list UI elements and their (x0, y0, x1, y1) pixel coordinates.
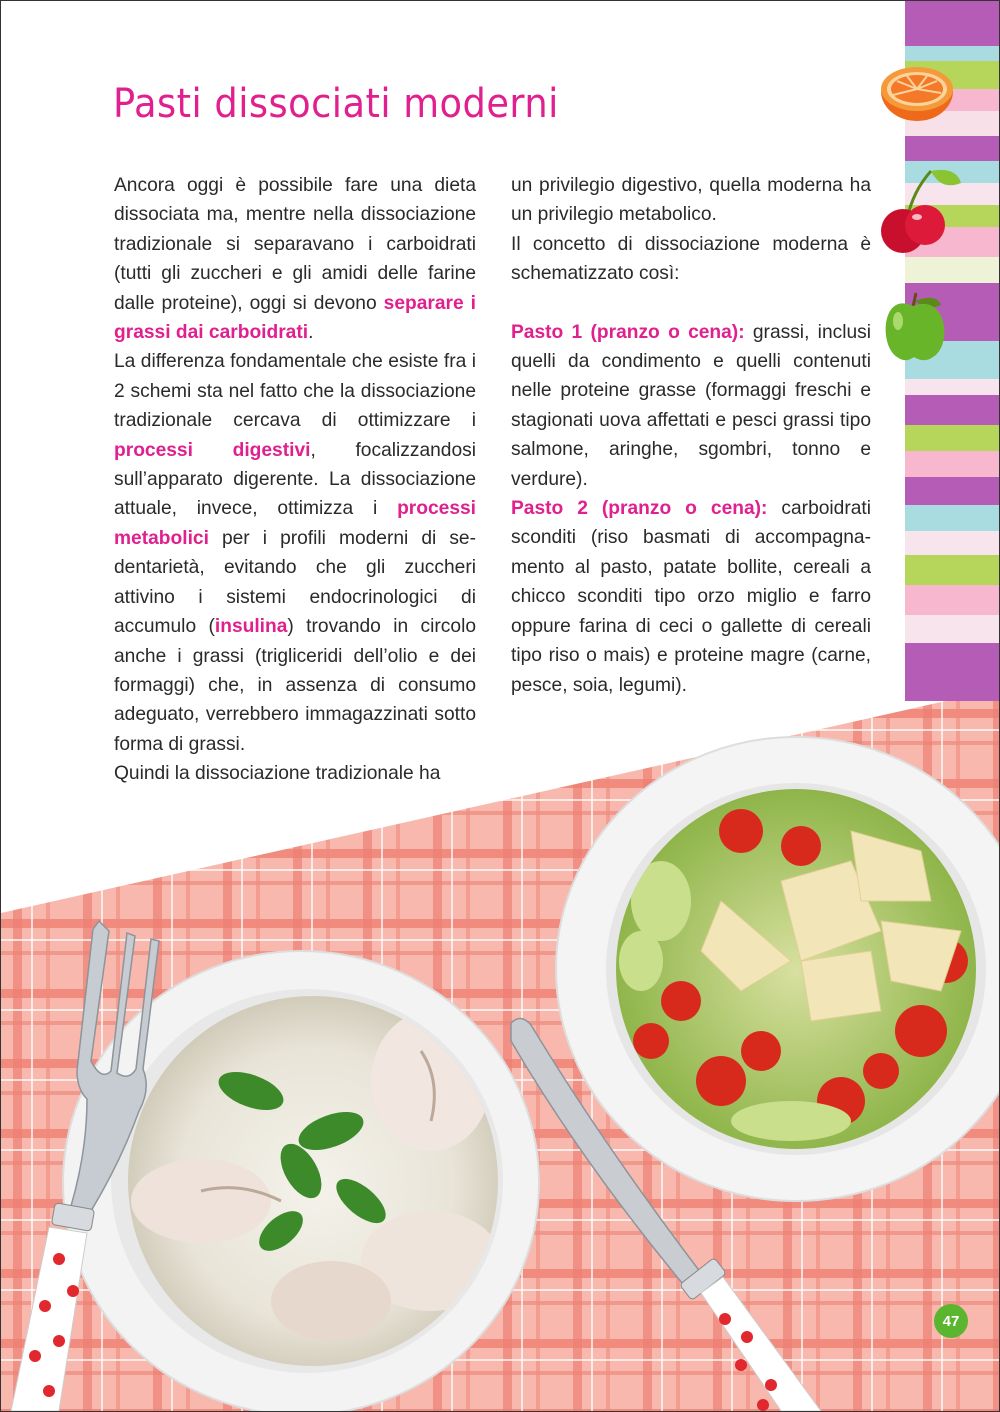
page-number-badge: 47 (934, 1304, 968, 1338)
text-span: ) trovando in circolo anche i grassi (trigliceridi dell’olio e dei formaggi) che, in assenza di consumo adeguato, verrebbero immagazzinati sotto forma di grassi. (114, 616, 477, 755)
page-title: Pasti dissociati moderni (113, 81, 559, 127)
highlight-text: processi digestivi (114, 439, 311, 461)
text-span: per i profili moderni di sedentarietà, evitando che gli zuccheri attivino i sistemi endocrinologici di accumulo ( (114, 527, 476, 638)
text-span: Ancora oggi è possibile fare una dieta dissociata ma, mentre nella dissociazione tradizionale si separavano i carboidrati (tutti gli zuccheri e gli amidi delle farine dalle proteine), oggi si devono (114, 175, 476, 314)
paragraph (114, 171, 476, 347)
left-text-column (114, 171, 476, 789)
paragraph: un privilegio digestivo, quella moderna ha un privilegio metabolico. (511, 175, 871, 226)
meal-1-label: Pasto 1 (pranzo o cena): (511, 321, 745, 343)
meal-2-label: Pasto 2 (pranzo o cena): (511, 498, 768, 520)
right-text-column (511, 171, 871, 700)
paragraph: Quindi la dissociazione tradizionale ha (114, 763, 441, 785)
paragraph (114, 347, 476, 759)
meal-2-text: carboidrati sconditi (riso basmati di accompagnamento al pasto, patate bollite, cereali a chicco sconditi tipo orzo miglio e farro oppure farina di ceci o gallette di cereali tipo riso o mais) e proteine magre (carne, pesce, soia, legumi). (511, 498, 872, 696)
meal-1-text: grassi, inclusi quelli da condimento e quelli contenuti nelle proteine grasse (formaggi freschi e stagionati uova affettati e pesci grassi tipo salmone, aringhe, sgombri, tonno e verdure). (511, 321, 871, 490)
meal-1-paragraph (511, 318, 871, 494)
highlight-text: separare i grassi dai carboidrati (114, 292, 476, 344)
text-span: . (308, 322, 314, 344)
text-span: , focalizzandosi sull’apparato digerente. La dissociazione attuale, invece, ottimizza i (114, 439, 476, 520)
meal-2-paragraph (511, 494, 871, 700)
paragraph: Il concetto di dissociazione moderna è schematizzato così: (511, 233, 871, 285)
highlight-text: insulina (214, 616, 288, 638)
highlight-text: processi metabolici (114, 498, 476, 549)
text-span: La differenza fondamentale che esiste fra i 2 schemi sta nel fatto che la dissociazione tradizionale cercava di ottimizzare i (114, 351, 476, 432)
